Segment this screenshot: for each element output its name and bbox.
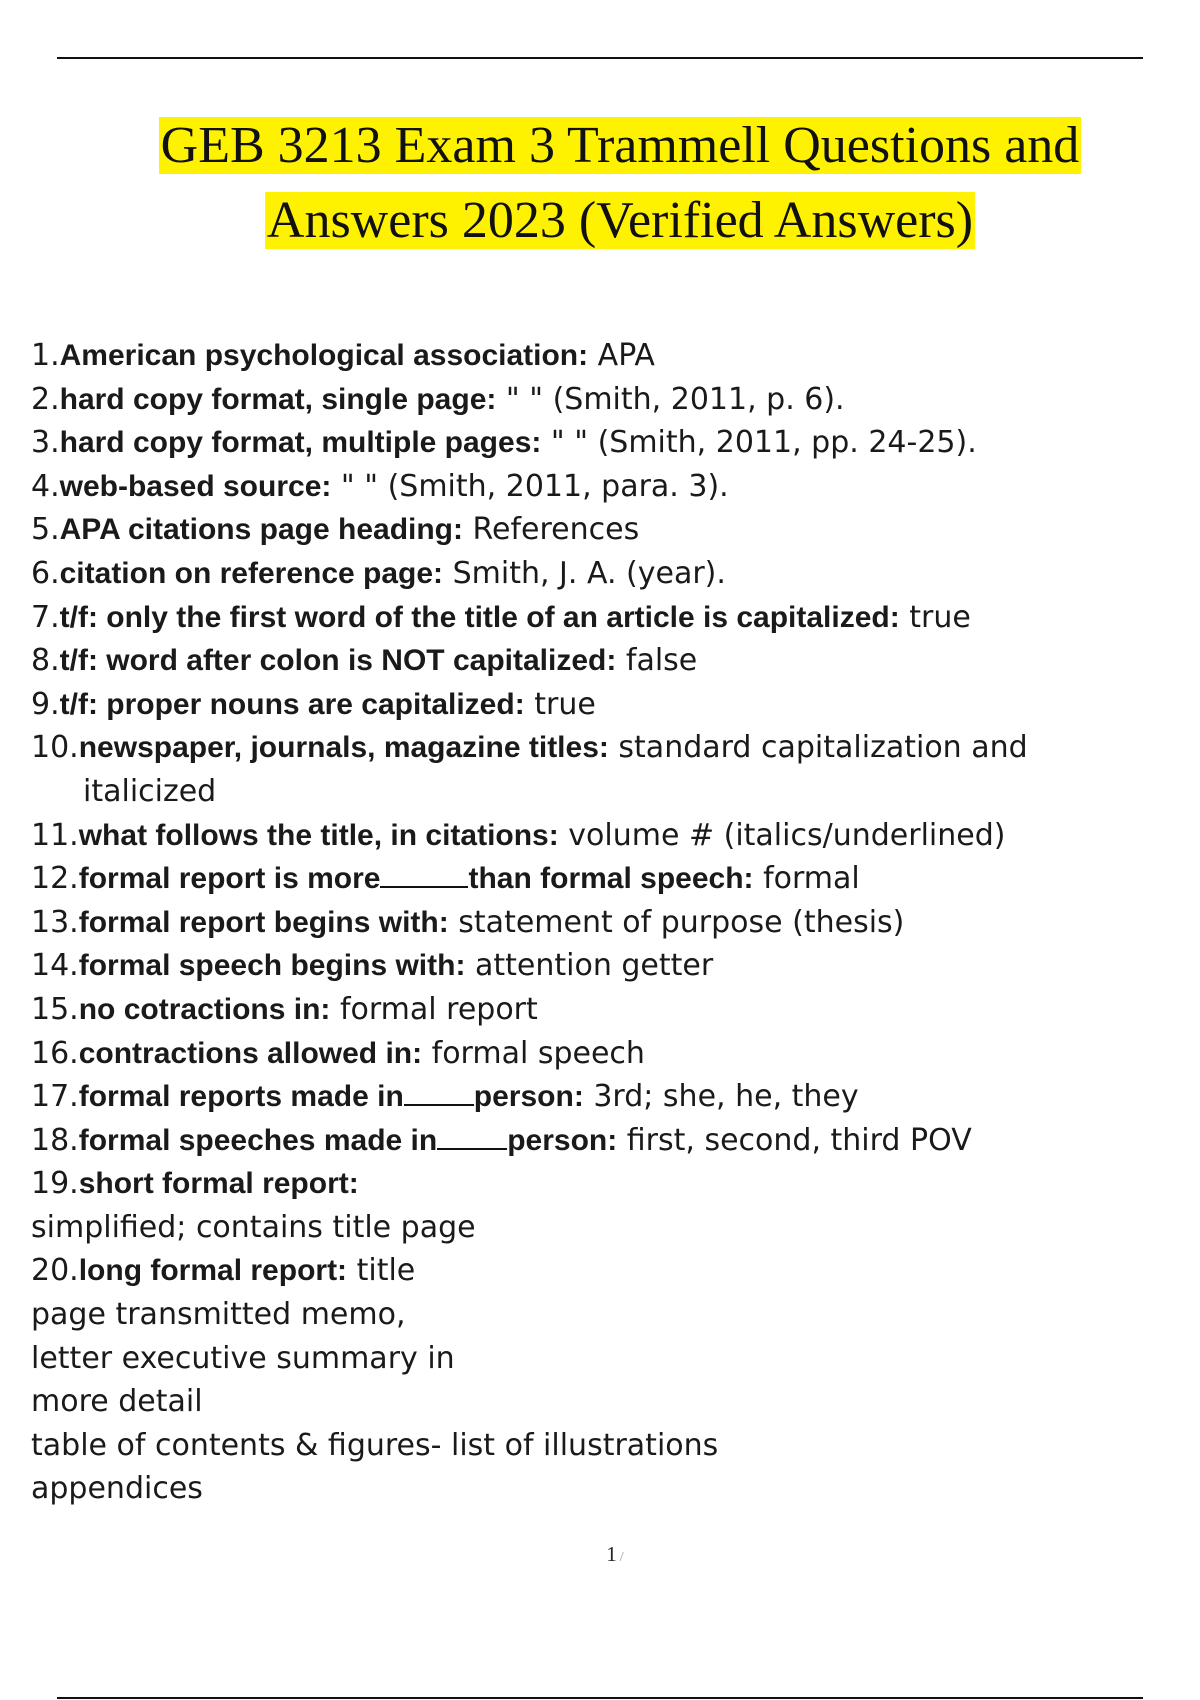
item-number: 7. bbox=[31, 599, 60, 635]
question: formal speech begins with: bbox=[78, 949, 466, 983]
answer: 3rd; she, he, they bbox=[583, 1079, 859, 1115]
answer: APA bbox=[588, 338, 655, 373]
answer-line: appendices bbox=[31, 1471, 203, 1507]
answer: true bbox=[899, 599, 971, 635]
answer-line: more detail bbox=[31, 1384, 203, 1420]
question: formal reports made in bbox=[78, 1080, 404, 1114]
question: hard copy format, multiple pages: bbox=[59, 426, 542, 460]
answer: false bbox=[616, 643, 698, 679]
question: no cotractions in: bbox=[78, 992, 331, 1026]
item-number: 19. bbox=[31, 1166, 79, 1202]
qa-item bbox=[31, 1075, 1151, 1119]
answer: formal report bbox=[330, 991, 538, 1027]
question: web-based source: bbox=[59, 469, 332, 503]
item-number: 12. bbox=[31, 861, 79, 897]
qa-item bbox=[31, 421, 1151, 465]
question: t/f: word after colon is NOT capitalized: bbox=[59, 644, 617, 678]
question: long formal report: bbox=[78, 1254, 348, 1288]
fill-in-blank bbox=[404, 1078, 474, 1106]
answer: first, second, third POV bbox=[617, 1122, 972, 1158]
qa-item bbox=[31, 1119, 1151, 1163]
answer-line: table of contents & figures- list of illustrations bbox=[31, 1427, 719, 1463]
answer: formal bbox=[753, 861, 860, 897]
question: APA citations page heading: bbox=[59, 513, 463, 547]
item-number: 17. bbox=[31, 1079, 79, 1115]
item-number: 6. bbox=[31, 555, 60, 591]
answer: " " (Smith, 2011, para. 3). bbox=[331, 468, 729, 504]
qa-item bbox=[31, 1249, 1151, 1511]
bottom-rule bbox=[57, 1697, 1143, 1699]
qa-item bbox=[31, 334, 1151, 378]
answer: formal speech bbox=[422, 1035, 645, 1071]
qa-item bbox=[31, 901, 1151, 945]
qa-item bbox=[31, 508, 1151, 552]
question-continuation: person: bbox=[473, 1080, 584, 1114]
question-continuation: than formal speech: bbox=[468, 862, 754, 896]
qa-item bbox=[31, 639, 1151, 683]
qa-item bbox=[31, 596, 1151, 640]
document-title bbox=[40, 108, 1200, 258]
answer: title bbox=[347, 1253, 416, 1289]
answer: Smith, J. A. (year). bbox=[443, 555, 726, 591]
answer-line: simplified; contains title page bbox=[31, 1209, 476, 1245]
item-number: 5. bbox=[31, 512, 60, 548]
qa-item bbox=[31, 465, 1151, 509]
page-separator: / bbox=[619, 1550, 624, 1565]
answer: attention getter bbox=[465, 948, 714, 984]
item-number: 9. bbox=[31, 686, 60, 722]
item-number: 1. bbox=[31, 338, 60, 373]
item-number: 13. bbox=[31, 904, 79, 940]
answer: References bbox=[463, 512, 640, 548]
question: contractions allowed in: bbox=[78, 1036, 423, 1070]
item-number: 20. bbox=[31, 1253, 79, 1289]
answer-continuation: italicized bbox=[83, 773, 217, 809]
qa-item bbox=[31, 814, 1151, 858]
fill-in-blank bbox=[437, 1122, 507, 1150]
qa-item bbox=[31, 944, 1151, 988]
question: American psychological association: bbox=[59, 339, 589, 372]
qa-item bbox=[31, 1032, 1151, 1076]
answer: " " (Smith, 2011, p. 6). bbox=[496, 381, 845, 417]
item-number: 11. bbox=[31, 817, 79, 853]
answer-line: page transmitted memo, bbox=[31, 1297, 406, 1333]
answer: volume # (italics/underlined) bbox=[558, 817, 1006, 853]
qa-item bbox=[31, 683, 1151, 727]
answer: statement of purpose (thesis) bbox=[448, 904, 905, 940]
question: hard copy format, single page: bbox=[59, 382, 497, 416]
question: t/f: proper nouns are capitalized: bbox=[59, 687, 525, 721]
page-number bbox=[0, 1542, 1200, 1567]
question: t/f: only the first word of the title of an article is capitalized: bbox=[59, 600, 900, 634]
item-number: 16. bbox=[31, 1035, 79, 1071]
question: citation on reference page: bbox=[59, 556, 444, 590]
answer: true bbox=[524, 686, 596, 722]
title-line-1: GEB 3213 Exam 3 Trammell Questions and bbox=[160, 117, 1080, 174]
page-number-value: 1 bbox=[606, 1542, 617, 1566]
qa-item bbox=[31, 1162, 1151, 1249]
question-continuation: person: bbox=[507, 1123, 618, 1157]
question: formal speeches made in bbox=[78, 1123, 438, 1157]
item-number: 15. bbox=[31, 991, 79, 1027]
item-number: 8. bbox=[31, 643, 60, 679]
answer: " " (Smith, 2011, pp. 24-25). bbox=[541, 425, 977, 461]
item-number: 18. bbox=[31, 1122, 79, 1158]
item-number: 4. bbox=[31, 468, 60, 504]
qa-item bbox=[31, 726, 1151, 813]
answer-line: letter executive summary in bbox=[31, 1340, 455, 1376]
question: short formal report: bbox=[78, 1167, 359, 1201]
fill-in-blank bbox=[380, 860, 468, 888]
question: what follows the title, in citations: bbox=[78, 818, 559, 852]
qa-list bbox=[31, 334, 1151, 1511]
item-number: 3. bbox=[31, 425, 60, 461]
item-number: 14. bbox=[31, 948, 79, 984]
question: formal report begins with: bbox=[78, 905, 449, 939]
item-number: 10. bbox=[31, 730, 79, 766]
item-number: 2. bbox=[31, 381, 60, 417]
title-line-2: Answers 2023 (Verified Answers) bbox=[266, 192, 974, 249]
qa-item bbox=[31, 378, 1151, 422]
qa-item bbox=[31, 857, 1151, 901]
question: formal report is more bbox=[78, 862, 381, 896]
top-rule bbox=[57, 57, 1143, 59]
question: newspaper, journals, magazine titles: bbox=[78, 731, 609, 765]
qa-item bbox=[31, 988, 1151, 1032]
answer: standard capitalization and bbox=[608, 730, 1028, 766]
qa-item bbox=[31, 552, 1151, 596]
